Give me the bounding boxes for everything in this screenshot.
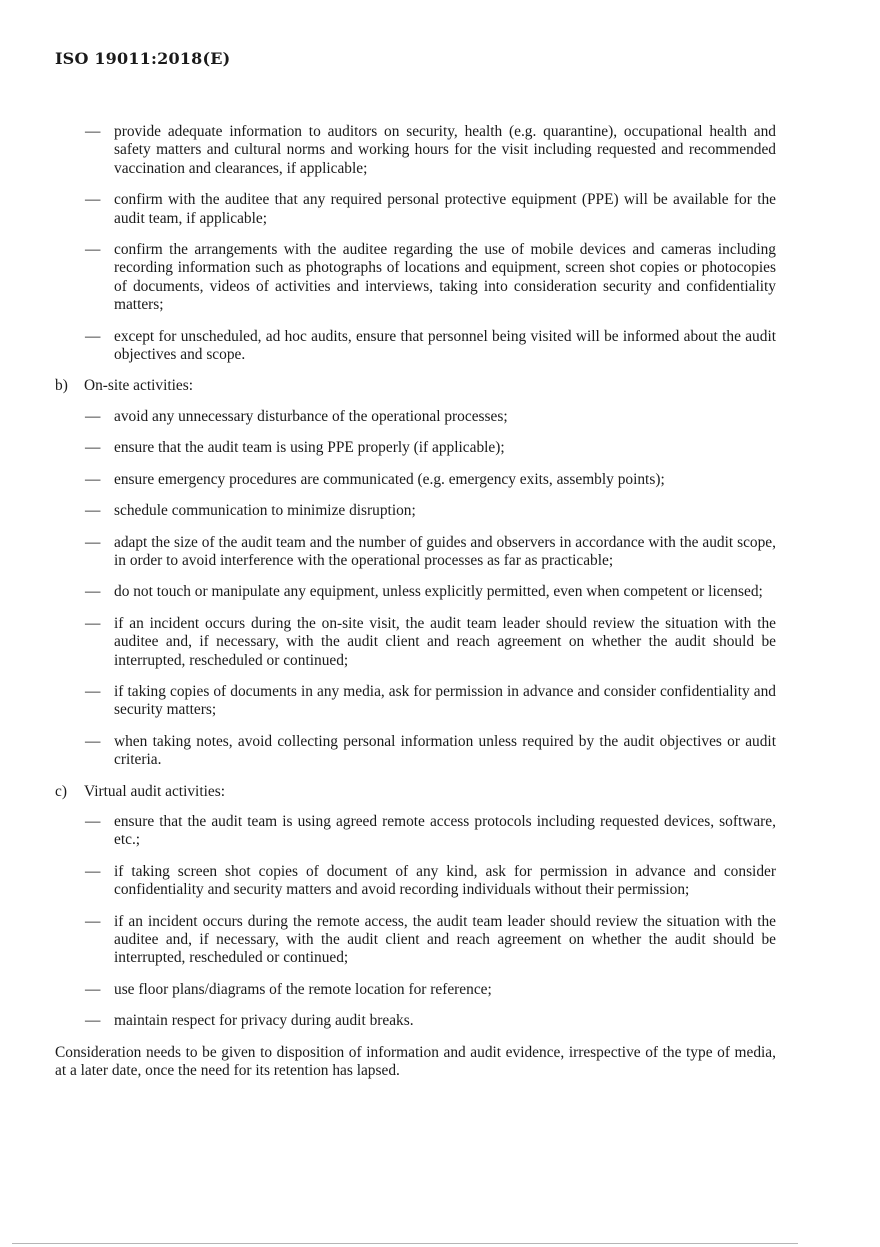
dash-bullet: — [85,583,101,601]
list-item-text: if taking screen shot copies of document of any kind, ask for permission in advance and consider confidentiality and security matters and avoid recording individuals without their permission; [114,862,776,899]
list-item-text: ensure that the audit team is using PPE properly (if applicable); [114,439,505,457]
dash-bullet: — [85,614,101,632]
list-item [55,981,776,999]
list-item [55,502,776,520]
list-item [55,408,776,426]
list-item [55,615,776,670]
list-item [55,863,776,900]
dash-bullet: — [85,502,101,520]
list-item [55,733,776,770]
list-item [55,583,776,601]
dash-bullet: — [85,1012,101,1030]
list-item-text: maintain respect for privacy during audit breaks. [114,1012,414,1030]
list-item [55,1012,776,1030]
list-item-text: if an incident occurs during the remote access, the audit team leader should review the situation with the auditee and, if necessary, with the audit client and reach agreement on whether the audit should be interrupted, rescheduled or continued; [114,912,776,967]
list-item [55,191,776,228]
on-site-list [55,408,776,770]
dash-bullet: — [85,533,101,551]
list-item-text: if an incident occurs during the on-site visit, the audit team leader should review the situation with the auditee and, if necessary, with the audit client and reach agreement on whether the audit should be interrupted, rescheduled or continued; [114,614,776,669]
dash-bullet: — [85,812,101,830]
list-item [55,813,776,850]
section-heading-virtual [55,783,776,801]
list-item-text: confirm the arrangements with the auditee regarding the use of mobile devices and cameras including recording information such as photographs of locations and equipment, screen shot copies or photocopies of documents, videos of activities and interviews, taking into consideration security and confidentiality matters; [114,241,776,314]
list-item-text: adapt the size of the audit team and the number of guides and observers in accordance with the audit scope, in order to avoid interference with the operational processes as far as practicable; [114,533,776,569]
dash-bullet: — [85,191,101,209]
document-header: ISO 19011:2018(E) [55,49,231,68]
list-item-text: if taking copies of documents in any media, ask for permission in advance and consider confidentiality and security matters; [114,682,776,719]
section-heading-on-site [55,377,776,395]
list-item-text: provide adequate information to auditors on security, health (e.g. quarantine), occupational health and safety matters and cultural norms and working hours for the visit including requested and recommended vaccination and clearances, if applicable; [114,123,776,177]
footer-divider [12,1243,798,1244]
section-letter: b) [55,377,68,395]
list-item-text: do not touch or manipulate any equipment, unless explicitly permitted, even when competent or licensed; [114,583,763,601]
dash-bullet: — [85,241,101,259]
dash-bullet: — [85,470,101,488]
list-item-text: ensure that the audit team is using agreed remote access protocols including requested devices, software, etc.; [114,812,776,849]
dash-bullet: — [85,123,101,140]
list-item [55,439,776,457]
dash-bullet: — [85,327,101,345]
dash-bullet: — [85,980,101,998]
section-title: Virtual audit activities: [84,782,225,800]
dash-bullet: — [85,439,101,457]
list-item [55,123,776,178]
virtual-list [55,813,776,1031]
list-item-text: use floor plans/diagrams of the remote location for reference; [114,980,492,998]
dash-bullet: — [85,732,101,750]
list-item-text: when taking notes, avoid collecting personal information unless required by the audit objectives or audit criteria. [114,732,776,769]
section-letter: c) [55,782,67,800]
list-item [55,534,776,571]
preparation-list [55,123,776,364]
list-item-text: schedule communication to minimize disruption; [114,502,416,520]
dash-bullet: — [85,862,101,880]
section-title: On-site activities: [84,377,193,395]
list-item-text: avoid any unnecessary disturbance of the operational processes; [114,407,508,425]
list-item [55,328,776,365]
list-item [55,471,776,489]
list-item [55,683,776,720]
dash-bullet: — [85,912,101,930]
list-item-text: except for unscheduled, ad hoc audits, ensure that personnel being visited will be informed about the audit objectives and scope. [114,327,776,364]
closing-paragraph: Consideration needs to be given to disposition of information and audit evidence, irrespective of the type of media, at a later date, once the need for its retention has lapsed. [55,1043,776,1080]
dash-bullet: — [85,407,101,425]
list-item [55,241,776,315]
list-item-text: confirm with the auditee that any required personal protective equipment (PPE) will be available for the audit team, if applicable; [114,191,776,227]
document-body [55,123,776,1080]
list-item [55,913,776,968]
list-item-text: ensure emergency procedures are communicated (e.g. emergency exits, assembly points); [114,470,665,488]
dash-bullet: — [85,682,101,700]
